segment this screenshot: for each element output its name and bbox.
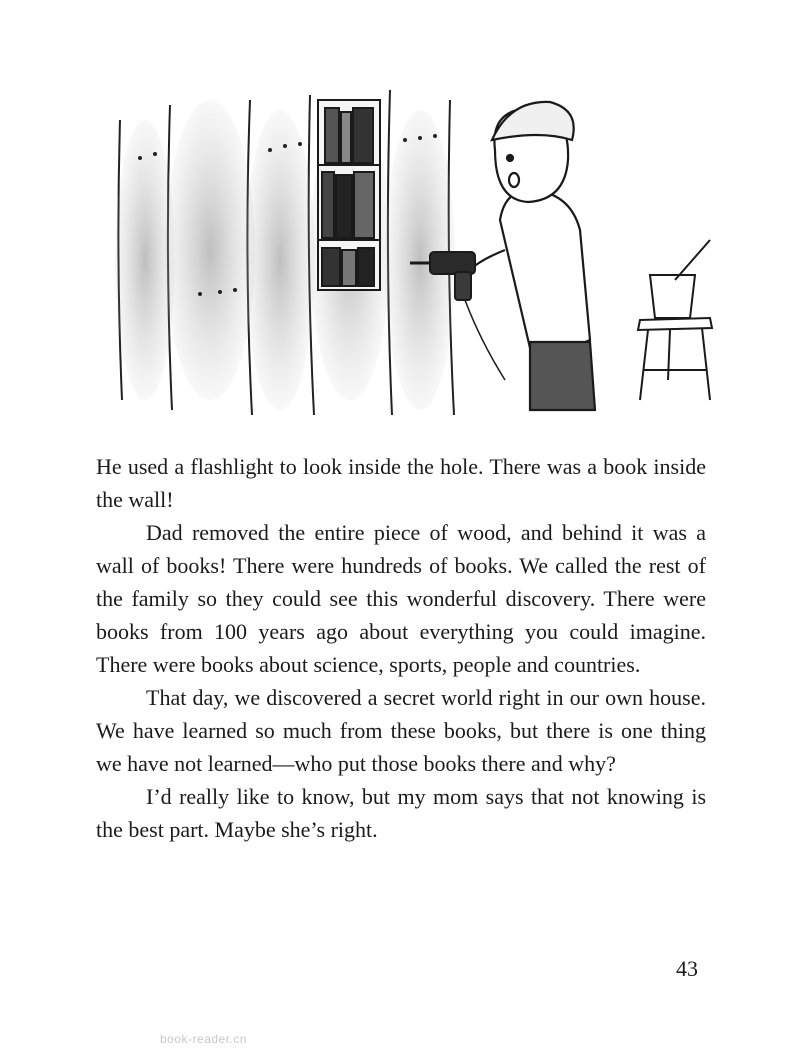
paragraph-1: He used a flashlight to look inside the hole. There was a book inside the wall! (96, 454, 706, 512)
hidden-bookshelf (318, 100, 380, 290)
stool-with-paint-bucket (638, 240, 712, 400)
boy-figure (470, 102, 595, 410)
watermark-text: book-reader.cn (160, 1032, 248, 1046)
paragraph-3: That day, we discovered a secret world right in our own house. We have learned so much from these books, but there is one thing we have not learned—who put those books there and why? (96, 685, 706, 776)
page-number: 43 (676, 956, 698, 981)
story-text (96, 450, 706, 846)
paragraph-4: I’d really like to know, but my mom says that not knowing is the best part. Maybe she’s right. (96, 784, 706, 842)
paragraph-2: Dad removed the entire piece of wood, and behind it was a wall of books! There were hundreds of books. We called the rest of the family so they could see this wonderful discovery. There were books from 100 years ago about everything you could imagine. There were books about science, sports, people and countries. (96, 520, 706, 677)
boy-drilling-wall-illustration (110, 80, 720, 420)
